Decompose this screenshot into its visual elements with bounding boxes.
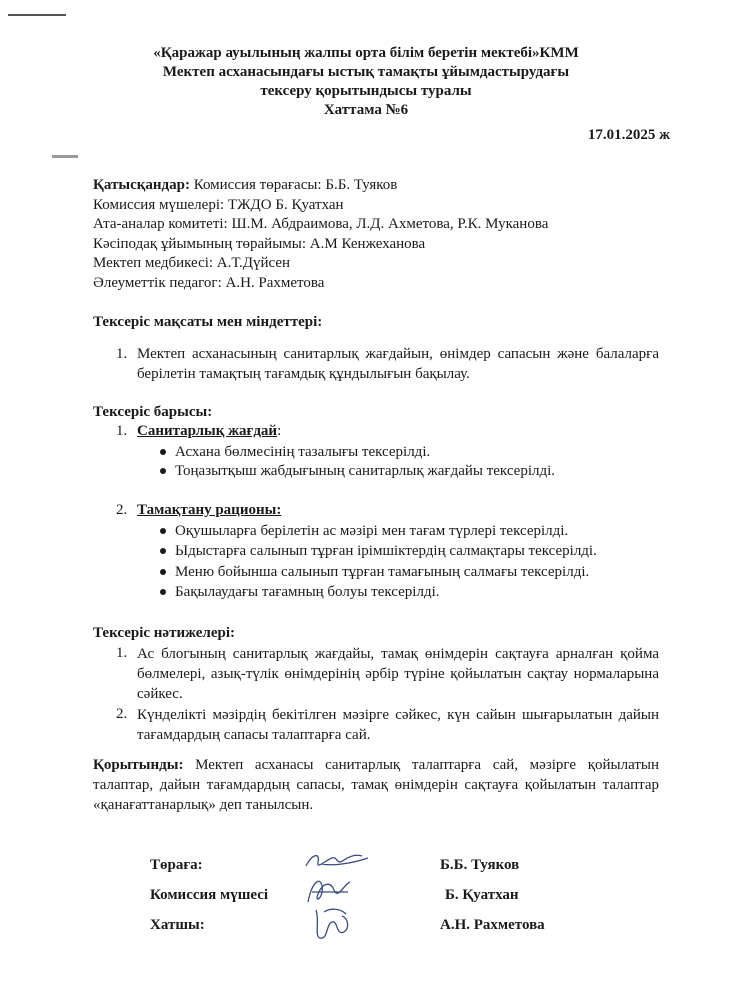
chair-signature	[302, 846, 372, 874]
bullet-text: Асхана бөлмесінің тазалығы тексерілді.	[175, 444, 431, 460]
secretary-signature	[306, 902, 356, 944]
participant-line: Мектеп медбикесі: А.Т.Дүйсен	[93, 255, 291, 272]
bullet-icon	[160, 449, 166, 455]
bullet-text: Ыдыстарға салынып тұрған ірімшіктердің салмақтары тексерілді.	[175, 543, 597, 559]
participant-line: Кәсіподақ ұйымының төрайымы: А.М Кенжеханова	[93, 235, 426, 252]
process-section-2-number: 2.	[116, 502, 128, 518]
signature-name: Б.Б. Туяков	[440, 857, 520, 873]
participants-block	[93, 176, 673, 294]
goals-number: 1.	[116, 346, 128, 362]
bullet-icon	[160, 528, 166, 534]
process-title: Тексеріс барысы:	[93, 404, 213, 420]
bullet-icon	[160, 569, 166, 575]
signature-role: Комиссия мүшесі	[150, 887, 269, 903]
conclusion-text: Мектеп асханасы санитарлық талаптарға сай, мәзірге қойылатын талаптар, дайын тағамдардың сапасы, тамақ өнімдерін сақтауға қойылатын талаптар «қанағаттанарлық» деп танылсын.	[93, 757, 659, 813]
conclusion	[93, 755, 659, 815]
results-title: Тексеріс нәтижелері:	[93, 625, 236, 641]
goals-title: Тексеріс мақсаты мен міндеттері:	[93, 314, 323, 330]
scan-mark	[8, 14, 66, 16]
participants-chair: Комиссия төрағасы: Б.Б. Туяков	[189, 177, 398, 193]
signature-role: Төраға:	[150, 857, 203, 873]
bullet-icon	[160, 468, 166, 474]
conclusion-label: Қорытынды:	[93, 757, 184, 773]
participants-label: Қатысқандар:	[93, 177, 190, 193]
process-section-1-heading	[137, 422, 281, 442]
bullet-item	[160, 462, 555, 481]
result-number: 1.	[116, 645, 128, 661]
bullet-item	[160, 563, 589, 582]
participants-lead	[93, 176, 673, 196]
signature-name: А.Н. Рахметова	[440, 917, 545, 933]
bullet-text: Тоңазытқыш жабдығының санитарлық жағдайы тексерілді.	[175, 463, 556, 479]
bullet-text: Меню бойынша салынып тұрған тамағының салмағы тексерілді.	[175, 564, 590, 580]
bullet-item	[160, 583, 440, 602]
header-school: «Қаражар ауылының жалпы орта білім беретін мектебі»КММ	[153, 45, 579, 61]
process-section-1-title: Санитарлық жағдай	[137, 423, 278, 439]
goals-text: Мектеп асханасының санитарлық жағдайын, өнімдер сапасын және балаларға берілетін тамақтың тағамдық құндылығын бақылау.	[137, 346, 659, 382]
bullet-item	[160, 542, 597, 561]
process-section-1-colon: :	[277, 423, 282, 439]
process-section-2-title: Тамақтану рационы:	[137, 502, 282, 518]
protocol-date: 17.01.2025 ж	[587, 127, 670, 143]
result-number: 2.	[116, 706, 128, 722]
bullet-item	[160, 443, 430, 462]
result-text: Ас блогының санитарлық жағдайы, тамақ өнімдерін сақтауға арналған қойма бөлмелері, азық-түлік өнімдерінің әрбір түріне қойылатын сақтау нормаларына сәйкес.	[137, 646, 659, 702]
bullet-icon	[160, 589, 166, 595]
bullet-text: Оқушыларға берілетін ас мәзірі мен тағам түрлері тексерілді.	[175, 523, 569, 539]
bullet-icon	[160, 548, 166, 554]
process-section-1-number: 1.	[116, 423, 128, 439]
header-subject-2: тексеру қорытындысы туралы	[260, 83, 472, 99]
bullet-text: Бақылаудағы тағамның болуы тексерілді.	[175, 584, 440, 600]
result-text: Күнделікті мәзірдің бекітілген мәзірге сәйкес, күн сайын шығарылатын дайын тағамдардың сапасы талаптарға сай.	[137, 707, 659, 743]
participant-line: Әлеуметтік педагог: А.Н. Рахметова	[93, 274, 325, 291]
header-subject: Мектеп асханасындағы ыстық тамақты ұйымдастырудағы	[162, 64, 570, 80]
protocol-number: Хаттама №6	[323, 102, 409, 118]
participant-line: Ата-аналар комитеті: Ш.М. Абдраимова, Л.Д. Ахметова, Р.К. Муканова	[93, 216, 549, 233]
participant-line: Комиссия мүшелері: ТЖДО Б. Қуатхан	[93, 196, 344, 213]
signature-role: Хатшы:	[150, 917, 205, 933]
scan-speck	[52, 155, 78, 158]
bullet-item	[160, 522, 568, 541]
signature-name: Б. Қуатхан	[445, 887, 519, 903]
